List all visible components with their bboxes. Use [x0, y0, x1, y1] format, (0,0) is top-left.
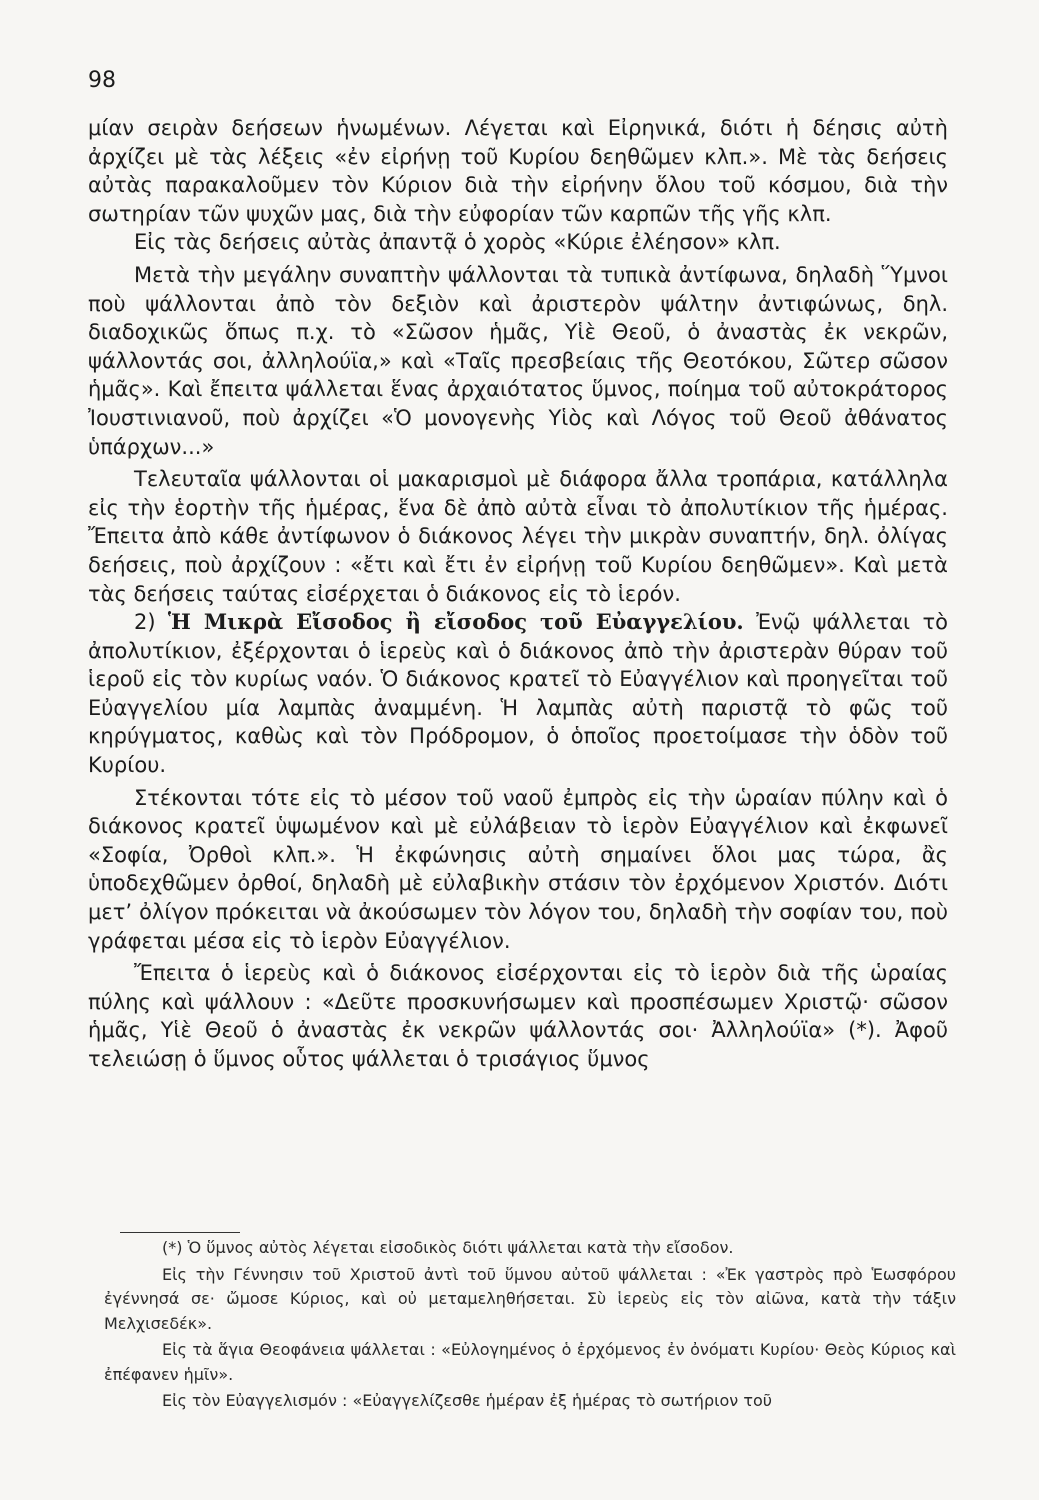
- body-text: [88, 114, 948, 1074]
- paragraph-5-text: Ἐνῷ ψάλλεται τὸ ἀπολυτίκιον, ἐξέρχονται ὁ ἱερεὺς καὶ ὁ διάκονος ἀπὸ τὴν ἀριστερὰν θύραν τοῦ ἱεροῦ εἰς τὸν κυρίως ναόν. Ὁ διάκονος κρατεῖ τὸ Εὐαγγέλιον καὶ προηγεῖται τοῦ Εὐαγγελίου μία λαμπὰς ἀναμμένη. Ἡ λαμπὰς αὐτὴ παριστᾷ τὸ φῶς τοῦ κηρύγματος, καθὼς καὶ τὸν Πρόδρομον, ὁ ὁποῖος προετοίμασε τὴν ὁδὸν τοῦ Κυρίου.: [88, 610, 948, 778]
- footnote-2: Εἰς τὴν Γέννησιν τοῦ Χριστοῦ ἀντὶ τοῦ ὕμνου αὐτοῦ ψάλλεται : «Ἐκ γαστρὸς πρὸ Ἑωσφόρου ἐγέννησά σε· ὤμοσε Κύριος, καὶ οὐ μεταμεληθήσεται. Σὺ ἱερεὺς εἰς τὸν αἰῶνα, κατὰ τὴν τάξιν Μελχισεδέκ».: [104, 1264, 956, 1333]
- footnote-1: (*) Ὁ ὕμνος αὐτὸς λέγεται εἰσοδικὸς διότι ψάλλεται κατὰ τὴν εἴσοδον.: [162, 1238, 734, 1257]
- footnote-4: Εἰς τὸν Εὐαγγελισμόν : «Εὐαγγελίζεσθε ἡμέραν ἐξ ἡμέρας τὸ σωτήριον τοῦ: [162, 1391, 773, 1410]
- footnote-3: Εἰς τὰ ἅγια Θεοφάνεια ψάλλεται : «Εὐλογημένος ὁ ἐρχόμενος ἐν ὀνόματι Κυρίου· Θεὸς Κύριος καὶ ἐπέφανεν ἡμῖν».: [104, 1340, 956, 1384]
- page-number: 98: [88, 68, 116, 93]
- paragraph-6: Στέκονται τότε εἰς τὸ μέσον τοῦ ναοῦ ἐμπρὸς εἰς τὴν ὡραίαν πύλην καὶ ὁ διάκονος κρατεῖ ὑψωμένον καὶ μὲ εὐλάβειαν τὸ ἱερὸν Εὐαγγέλιον καὶ ἐκφωνεῖ «Σοφία, Ὀρθοὶ κλπ.». Ἡ ἐκφώνησις αὐτὴ σημαίνει ὅλοι μας τώρα, ἂς ὑποδεχθῶμεν ὀρθοί, δηλαδὴ μὲ εὐλαβικὴν στάσιν τὸν ἐρχόμενον Χριστόν. Διότι μετ’ ὀλίγον πρόκειται νὰ ἀκούσωμεν τὸν λόγον του, δηλαδὴ τὴν σοφίαν του, ποὺ γράφεται μέσα εἰς τὸ ἱερὸν Εὐαγγέλιον.: [88, 785, 948, 953]
- paragraph-3: Μετὰ τὴν μεγάλην συναπτὴν ψάλλονται τὰ τυπικὰ ἀντίφωνα, δηλαδὴ Ὕμνοι ποὺ ψάλλονται ἀπὸ τὸν δεξιὸν καὶ ἀριστερὸν ψάλτην ἀντιφώνως, δηλ. διαδοχικῶς ὅπως π.χ. τὸ «Σῶσον ἡμᾶς, Υἱὲ Θεοῦ, ὁ ἀναστὰς ἐκ νεκρῶν, ψάλλοντάς σοι, ἀλληλούϊα,» καὶ «Ταῖς πρεσβείαις τῆς Θεοτόκου, Σῶτερ σῶσον ἡμᾶς». Καὶ ἔπειτα ψάλλεται ἕνας ἀρχαιότατος ὕμνος, ποίημα τοῦ αὐτοκράτορος Ἰουστινιανοῦ, ποὺ ἀρχίζει «Ὁ μονογενὴς Υἱὸς καὶ Λόγος τοῦ Θεοῦ ἀθάνατος ὑπάρχων...»: [88, 262, 948, 459]
- footnote-divider: [120, 1232, 240, 1233]
- paragraph-7: Ἔπειτα ὁ ἱερεὺς καὶ ὁ διάκονος εἰσέρχονται εἰς τὸ ἱερὸν διὰ τῆς ὡραίας πύλης καὶ ψάλλουν : «Δεῦτε προσκυνήσωμεν καὶ προσπέσωμεν Χριστῷ· σῶσον ἡμᾶς, Υἱὲ Θεοῦ ὁ ἀναστὰς ἐκ νεκρῶν ψάλλοντάς σοι· Ἀλληλούϊα» (*). Ἀφοῦ τελειώσῃ ὁ ὕμνος οὗτος ψάλλεται ὁ τρισάγιος ὕμνος: [88, 961, 948, 1071]
- paragraph-5: [88, 608, 948, 780]
- paragraph-1: μίαν σειρὰν δεήσεων ἡνωμένων. Λέγεται καὶ Εἰρηνικά, διότι ἡ δέησις αὐτὴ ἀρχίζει μὲ τὰς λέξεις «ἐν εἰρήνῃ τοῦ Κυρίου δεηθῶμεν κλπ.». Μὲ τὰς δεήσεις αὐτὰς παρακαλοῦμεν τὸν Κύριον διὰ τὴν εἰρήνην ὅλου τοῦ κόσμου, διὰ τὴν σωτηρίαν τῶν ψυχῶν μας, διὰ τὴν εὐφορίαν τῶν καρπῶν τῆς γῆς κλπ.: [88, 116, 948, 226]
- paragraph-4: Τελευταῖα ψάλλονται οἱ μακαρισμοὶ μὲ διάφορα ἄλλα τροπάρια, κατάλληλα εἰς τὴν ἑορτὴν τῆς ἡμέρας, ἕνα δὲ ἀπὸ αὐτὰ εἶναι τὸ ἀπολυτίκιον τῆς ἡμέρας. Ἔπειτα ἀπὸ κάθε ἀντίφωνον ὁ διάκονος λέγει τὴν μικρὰν συναπτήν, δηλ. ὀλίγας δεήσεις, ποὺ ἀρχίζουν : «ἔτι καὶ ἔτι ἐν εἰρήνῃ τοῦ Κυρίου δεηθῶμεν». Καὶ μετὰ τὰς δεήσεις ταύτας εἰσέρχεται ὁ διάκονος εἰς τὸ ἱερόν.: [88, 467, 948, 606]
- section-heading: Ἡ Μικρὰ Εἴσοδος ἢ εἴσοδος τοῦ Εὐαγγελίου.: [167, 609, 744, 635]
- section-number: 2): [134, 610, 168, 635]
- paragraph-2: Εἰς τὰς δεήσεις αὐτὰς ἀπαντᾷ ὁ χορὸς «Κύριε ἐλέησον» κλπ.: [134, 230, 781, 255]
- footnotes: [104, 1236, 956, 1414]
